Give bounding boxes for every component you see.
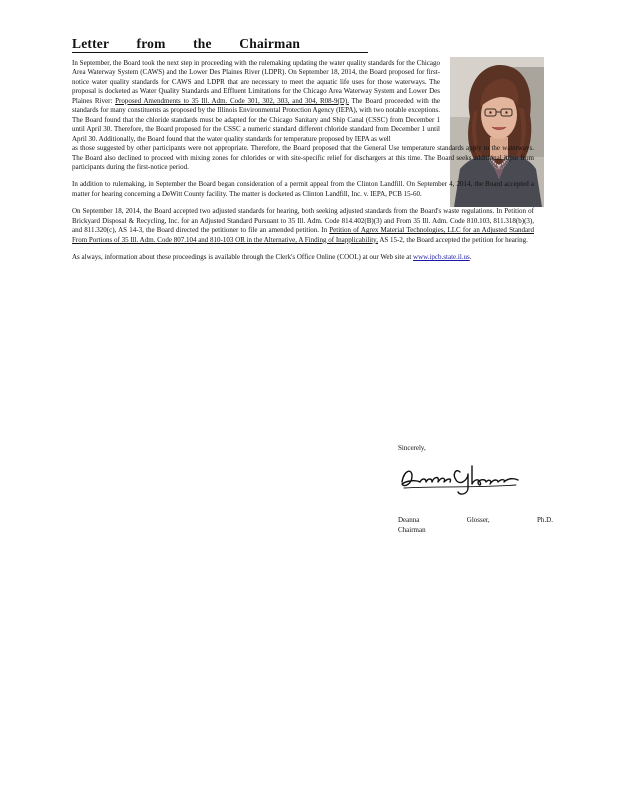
website-link[interactable]: www.ipcb.state.il.us (413, 253, 470, 262)
handwritten-signature (398, 458, 524, 498)
docket-link-agrex[interactable]: Petition of Agrex Material Technologies, LLC for an Adjusted Standard From Portions of 35 Ill. Adm. Code 807.104 and 810-103 OR in the Alternative, A Finding of Inapplicability, (72, 226, 534, 244)
signer-first-name: Deanna (398, 516, 420, 524)
signature-image (398, 458, 524, 498)
paragraph-rulemaking-text-c: as those suggested by other participants were not appropriate. Therefore, the Board proposed that the General Use temperature standards apply to the waterways. The Board also declined to proceed with mixing zones for chlorides or with site-specific relief for dischargers at this time. The Board seeks additional input from participants during the first-notice period. (72, 144, 534, 171)
signer-name-line (398, 516, 553, 525)
paragraph-cool-info (72, 253, 534, 262)
paragraph-cool-info-text-b: . (469, 253, 472, 262)
letter-body (72, 59, 534, 271)
paragraph-rulemaking-text-a: In September, the Board took the next step in proceeding with the rulemaking updating the water quality standards for the Chicago Area Waterway System (CAWS) and the Lower Des Plaines River (LDPR). On September 18, 2014, the Board proposed for first-notice water quality standards for CAWS and LDPR that are necessary to meet the aquatic life uses for those waterways. The proposal is docketed as Water Quality Standards and Effluent Limitations for the Chicago Area Waterway System and Lower Des Plaines River: (72, 59, 440, 105)
paragraph-adjusted-standards (72, 207, 534, 245)
signer-title: Chairman (398, 526, 426, 534)
letter-title: Letter from the Chairman (72, 36, 368, 53)
paragraph-rulemaking (72, 59, 534, 172)
paragraph-adjusted-standards-text-b: AS 15-2, the Board accepted the petition for hearing. (377, 235, 528, 244)
signer-last-name: Glosser, (466, 516, 490, 524)
closing-salutation: Sincerely, (398, 444, 426, 452)
paragraph-cool-info-text-a: As always, information about these proceedings is available through the Clerk's Office Online (COOL) at our Web site at (72, 253, 414, 262)
docket-link-r08-9d[interactable]: Proposed Amendments to 35 Ill. Adm. Code 301, 302, 303, and 304, R08-9(D). (115, 96, 349, 105)
paragraph-permit-appeal: In addition to rulemaking, in September the Board began consideration of a permit appeal from the Clinton Landfill. On September 4, 2014, the Board accepted a matter for hearing concerning a DeWitt County facility. The matter is docketed as Clinton Landfill, Inc. v. IEPA, PCB 15-60. (72, 180, 534, 198)
paragraph-rulemaking-text-b: The Board proceeded with the standards for many constituents as proposed by the Illinois Environmental Protection Agency (IEPA), with two notable exceptions. The Board found that the chloride standards must be adapted for the Chicago Sanitary and Ship Canal (CSSC) from December 1 until April 30. Therefore, the Board proposed for the CSSC a numeric standard different chloride standard from December 1 until April 30. Additionally, the Board found that the water quality standards for temperature proposed by IEPA as well (72, 96, 440, 143)
signer-degree: Ph.D. (537, 516, 553, 524)
paragraph-adjusted-standards-text-a: On September 18, 2014, the Board accepted two adjusted standards for hearing, both seeking adjusted standards from the Board's waste regulations. In Petition of Brickyard Disposal & Recycling, Inc. for an Adjusted Standard Pursuant to 35 Ill. Adm. Code 814.402(B)(3) and From 35 Ill. Adm. Code 810.103, 811.318(b)(3), and 811.320(c), AS 14-3, the Board directed the petitioner to file an amended petition. In (72, 207, 534, 235)
